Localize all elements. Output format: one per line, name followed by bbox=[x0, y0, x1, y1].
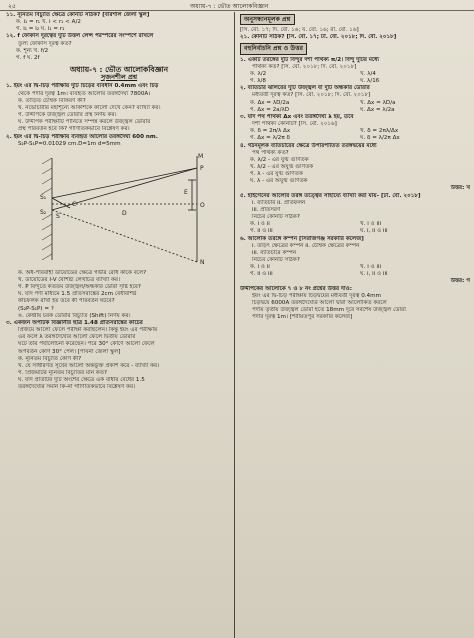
page-number: ২৫ bbox=[8, 3, 16, 10]
mcq-option: খ. Δx = λD/a bbox=[360, 99, 396, 106]
mcq-question: ৬. আলোক তরঙ্গে কম্পন [সিরাজগঞ্জ সরকারি কলেজ] bbox=[240, 235, 364, 242]
mcq-question: মধ্যবর্তী দূরত্ব কত? [সি. বো. ২০১৮; দি. বো. ২০১৮] bbox=[252, 92, 371, 99]
question-line: ক. অর্ধ-পরিবাহী ডায়োডের ক্ষেত্রে গভীর রোধ কাকে বলে? bbox=[18, 269, 147, 276]
mcq-option: গ. λ - এর যুগ্ম গুণিতক bbox=[250, 171, 303, 178]
answer-tag: উত্তর: খ bbox=[450, 185, 470, 192]
left-top-line: গ. i₁ = i₂ ঘ. i₁ = r₂ bbox=[16, 26, 65, 33]
stimulus-line: উদ্দীপকের আলোকে ৭ ও ৮ নং প্রশ্নের উত্তর দাও: bbox=[240, 285, 352, 292]
mcq-option: খ. λ/4 bbox=[360, 70, 376, 77]
mcq-question: ৫. হাইগেনের আলোর তরঙ্গ তত্ত্বের সাহায্যে ব্যাখ্যা করা যায়- [ঢা. বো. ২০১৮] bbox=[240, 192, 421, 199]
mcq-question: iii. ব্যতিচারে কম্পন bbox=[252, 249, 297, 256]
right-top-line: ২১. কোনটি সঠিক? [সি. বো. ১৭; ঢা. বো. ২০১৮; দি. বো. ২০১৮] bbox=[240, 34, 397, 41]
mcq-option: ক. i ও ii bbox=[250, 221, 270, 228]
question-line: ২. ইয়ং এর দ্বি-চিড় পরীক্ষায় ব্যবহৃত আলোর তরঙ্গদৈর্ঘ্য 600 nm. bbox=[6, 133, 158, 140]
mcq-question: পথ পার্থক্য কত? bbox=[252, 149, 289, 156]
mcq-option: ঘ. δ = λ/2π Δx bbox=[360, 135, 400, 142]
question-line: খ. যে সাধারণত সূর্যের আলো অন্তর্ভুক্ত প্রকাশ করে - ব্যাখ্যা কর। bbox=[18, 362, 160, 369]
question-line: ১. ইয়ং এর দ্বি-চিড় পরীক্ষায় দুটি চিড়ের ব্যবধান 0.4mm এবং চিড় bbox=[6, 83, 159, 90]
question-line: ক. তাড়িত চৌম্বক বিকিরণ কী? bbox=[18, 97, 86, 104]
question-line: ঘটে তার পর্যালোচনা করেছেন। পরে 30° কোণে আলো ফেলে bbox=[18, 341, 155, 348]
question-line: প্রিজমে আলো ফেলে পরীক্ষা করছিলেন। কিন্তু ইয়ং এর পরীক্ষায় bbox=[18, 327, 158, 334]
mcq-question: ১. একটি তরঙ্গের দুটি বিন্দুর দশা পার্থক্য π/2। বিন্দু দুটির মধ্যে bbox=[240, 56, 380, 63]
left-top-line: ১১. ন্যূনতম বিচ্যুতি ক্ষেত্রে কোনটি সঠিক? [বরিশাল জেলা স্কুল] bbox=[6, 12, 150, 18]
question-line: খ. ডায়োডের I-V বৈশিষ্ট্য লেখচিত্র ব্যাখ্যা কর। bbox=[18, 276, 121, 283]
stimulus-line: চিড়দ্বয়ে 6000Å তরঙ্গদৈর্ঘ্যের আলো দ্বারা আলোকিত করলে bbox=[252, 299, 387, 306]
figure-label-m: M bbox=[198, 152, 204, 160]
mcq-option: ঘ. Δx = λ/2a bbox=[360, 106, 395, 113]
stimulus-line: পর্দার দূরত্ব 1m। [শরীয়তপুর সরকারি কলেজ] bbox=[252, 314, 353, 321]
question-line: গ. P বিন্দুতে কততম উজ্জ্বল/অন্ধকার ডোরা সৃষ্টি হবে? bbox=[18, 284, 141, 291]
chapter-heading: অধ্যায়-৭ : ভৌত আলোকবিজ্ঞান bbox=[69, 65, 169, 75]
mcq-options bbox=[240, 264, 470, 278]
mcq-option: ঘ. λ - এর অযুগ্ম গুণিতক bbox=[250, 178, 308, 185]
question-line: থেকে পর্দার দূরত্ব 1m। ব্যবহৃত আলোর তরঙ্গদৈর্ঘ্য 7800Å। bbox=[18, 90, 151, 97]
figure-label-s1: S₁ bbox=[40, 193, 47, 201]
mcq-options bbox=[240, 221, 470, 235]
left-column bbox=[6, 12, 232, 638]
mcq-option: গ. λ/8 bbox=[250, 78, 266, 85]
question-line: প্রস্থ পরিবর্তন হবে কি? গাণিতিকভাবে বিশ্লেষণ কর। bbox=[18, 126, 130, 133]
mcq-options bbox=[240, 100, 470, 114]
question-line: কাঁচফলক রাখা হয় তবে কী পরিবর্তন ঘটবে? bbox=[18, 298, 115, 305]
question-line: ঙ. কেন্দ্রীয় চরক ডোরার বিচ্যুতি (Shift) নির্ণয় কর। bbox=[18, 312, 131, 319]
stimulus-line: পর্দায় তৃতীয় উজ্জ্বল ডোরা হতে 18mm দূরে সর্বশেষ উজ্জ্বল ডোরা bbox=[252, 307, 406, 314]
mcq-option: ঘ. i, ii ও iii bbox=[360, 271, 388, 278]
mcq-option: খ. i ও iii bbox=[360, 221, 382, 228]
mcq-option: গ. ii ও iii bbox=[250, 228, 273, 235]
page-header bbox=[0, 0, 474, 11]
figure-label-c: C bbox=[72, 200, 77, 208]
mcq-option: ক. δ = 2π/λ Δx bbox=[250, 128, 291, 135]
mcq-options bbox=[240, 71, 470, 85]
question-line: খ. নভোচারীর মহাশূন্যে আকাশকে কালো দেখে কেন? ব্যাখ্যা কর। bbox=[18, 104, 161, 111]
mcq-question: পার্থক্য কত? [সি. বো. ২০১৮; দি. বো. ২০১৮] bbox=[252, 63, 357, 70]
mcq-box-heading: বহুনির্বাচনি প্রশ্ন ও উত্তর bbox=[240, 43, 307, 54]
mcq-option: গ. Δx = 2a/λD bbox=[250, 106, 290, 113]
figure-label-e: E bbox=[184, 188, 188, 196]
mcq-question: iii. প্রতিসরণ bbox=[252, 206, 281, 213]
stimulus-line: ইয়ং এর দ্বি-চিড় পরীক্ষায় চিড়দ্বয়ের মধ্যবর্তী দূরত্ব 0.4mm bbox=[252, 292, 381, 299]
mcq-option: ক. λ/2 bbox=[250, 70, 267, 77]
figure-label-p: P bbox=[200, 164, 204, 172]
figure-label-o: O bbox=[200, 201, 205, 209]
mcq-question: ২. ব্যতিচার ঝালরের দুটি উজ্জ্বল বা দুটি অন্ধকার ডোরার bbox=[240, 85, 370, 92]
mcq-option: খ. i ও iii bbox=[360, 264, 382, 271]
mcq-question: নিচের কোনটি সঠিক? bbox=[252, 257, 300, 263]
mcq-option: ক. λ/2 - এর যুগ্ম গুণিতক bbox=[250, 156, 309, 163]
question-line: এর ফলে λ তরঙ্গদৈর্ঘ্যের আলো ফেলে দ্বিতীয় ডোরার bbox=[18, 334, 136, 341]
mcq-question: i. তড়িৎ ক্ষেত্রের কম্পন ii. চৌম্বক ক্ষেত্রের কম্পন bbox=[252, 242, 360, 249]
figure-label-s: S bbox=[56, 212, 60, 220]
mcq-question: ৩. যদি পথ পার্থক্য Δx এবং তরঙ্গদৈর্ঘ্য λ হয়, তবে bbox=[240, 113, 354, 120]
mcq-option: খ. δ = 2πλ/Δx bbox=[360, 128, 399, 135]
answer-tag: উত্তর: গ bbox=[450, 278, 470, 285]
question-line: অপবর্তন কোণ 30° পেল। [পাবনা জেলা স্কুল] bbox=[18, 348, 121, 355]
mcq-options bbox=[240, 128, 470, 142]
right-top-line: [সি. বো. ১৭; দি. বো. ১৬; য. বো. ১৬; রা. বো. ১৬] bbox=[240, 27, 359, 34]
mcq-option: গ. Δx = λ/2π δ bbox=[250, 135, 290, 142]
double-slit-diagram bbox=[12, 150, 227, 268]
left-top-line: গ. f ঘ. 2f bbox=[16, 54, 40, 61]
question-line: ঘ. উদ্দীপক পরীক্ষাটি পানিতে সম্পন্ন করলে উজ্জ্বল ডোরার bbox=[18, 119, 151, 126]
question-line: তরঙ্গদৈর্ঘ্যের সমান কি-না গাণিতিকভাবে বিশ্লেষণ কর। bbox=[18, 384, 136, 391]
left-top-line: ক. শূন্য খ. f/2 bbox=[16, 47, 49, 54]
mcq-option: ক. i ও ii bbox=[250, 264, 270, 271]
left-top-line: ১২. f ফোকাস দূরত্বের দুটি উত্তল লেন্স পরস্পরের সংস্পর্শে রাখলে bbox=[6, 33, 154, 40]
figure-label-n: N bbox=[200, 258, 205, 266]
question-line: ঘ. যদি প্রতিটির দুটি অংশের ক্ষেত্রে এক বাধার বেধের 1.5 bbox=[18, 377, 145, 384]
double-slit-figure bbox=[12, 150, 227, 268]
mcq-question: ৪. গঠনমূলক ব্যতিচারের ক্ষেত্রে উপরিপাতিত তরঙ্গদ্বয়ের মধ্যে bbox=[240, 142, 377, 149]
left-top-line: তুল্য ফোকাস দূরত্ব কত? bbox=[18, 40, 72, 47]
column-divider bbox=[234, 12, 235, 638]
mcq-question: i. ব্যতিচার ii. প্রতিফলন bbox=[252, 199, 306, 206]
mcq-question: দশা পার্থক্য কোনটি? [সি. বো. ২০১৬] bbox=[252, 121, 337, 128]
section-heading: সৃজনশীল প্রশ্ন bbox=[100, 73, 138, 82]
question-line: গ. উদ্দীপকে উজ্জ্বল ডোরার প্রস্থ নির্ণয় কর। bbox=[18, 112, 117, 119]
question-line: গ. প্রিজমটির ন্যূনতম বিচ্যুতির মান কত? bbox=[18, 370, 107, 376]
right-column bbox=[240, 12, 470, 638]
question-line: (S₂P-S₁P) = ? bbox=[18, 305, 54, 312]
question-line: ক. ন্যূনতম বিচ্যুতি কোণ কী? bbox=[18, 355, 82, 362]
mcq-option: গ. ii ও iii bbox=[250, 271, 273, 278]
figure-label-s2: S₂ bbox=[40, 208, 47, 216]
question-line: S₂P-S₁P=0.01029 cm.D=1m d=5mm bbox=[18, 140, 121, 147]
mcq-option: ঘ. λ/16 bbox=[360, 78, 380, 85]
mcq-option: ক. Δx = λD/2a bbox=[250, 99, 290, 106]
left-top-line: ক. i₁ = r₁ খ. i < r₁ < A/2 bbox=[16, 19, 81, 26]
question-line: ৩. একজন অপটিক বিজ্ঞানীর ছাত্র 1.48 প্রতিসরাঙ্কের কাঁচের bbox=[6, 319, 143, 326]
question-line: ঘ. যদি পর্দা মাধ্যমে 1.5 প্রতিসরাঙ্কের 2cm বেধবিশিষ্ট bbox=[18, 291, 137, 298]
section-box-heading: অনুসন্ধানমূলক প্রশ্ন bbox=[240, 14, 295, 25]
mcq-option: ঘ. i, ii ও iii bbox=[360, 228, 388, 235]
running-title: অধ্যায়-৭ : ভৌত আলোকবিজ্ঞান bbox=[190, 3, 269, 10]
mcq-question: নিচের কোনটি সঠিক? bbox=[252, 214, 300, 221]
mcq-option: খ. λ/2 - এর অযুগ্ম গুণিতক bbox=[250, 163, 314, 170]
figure-label-d: D bbox=[122, 209, 127, 217]
